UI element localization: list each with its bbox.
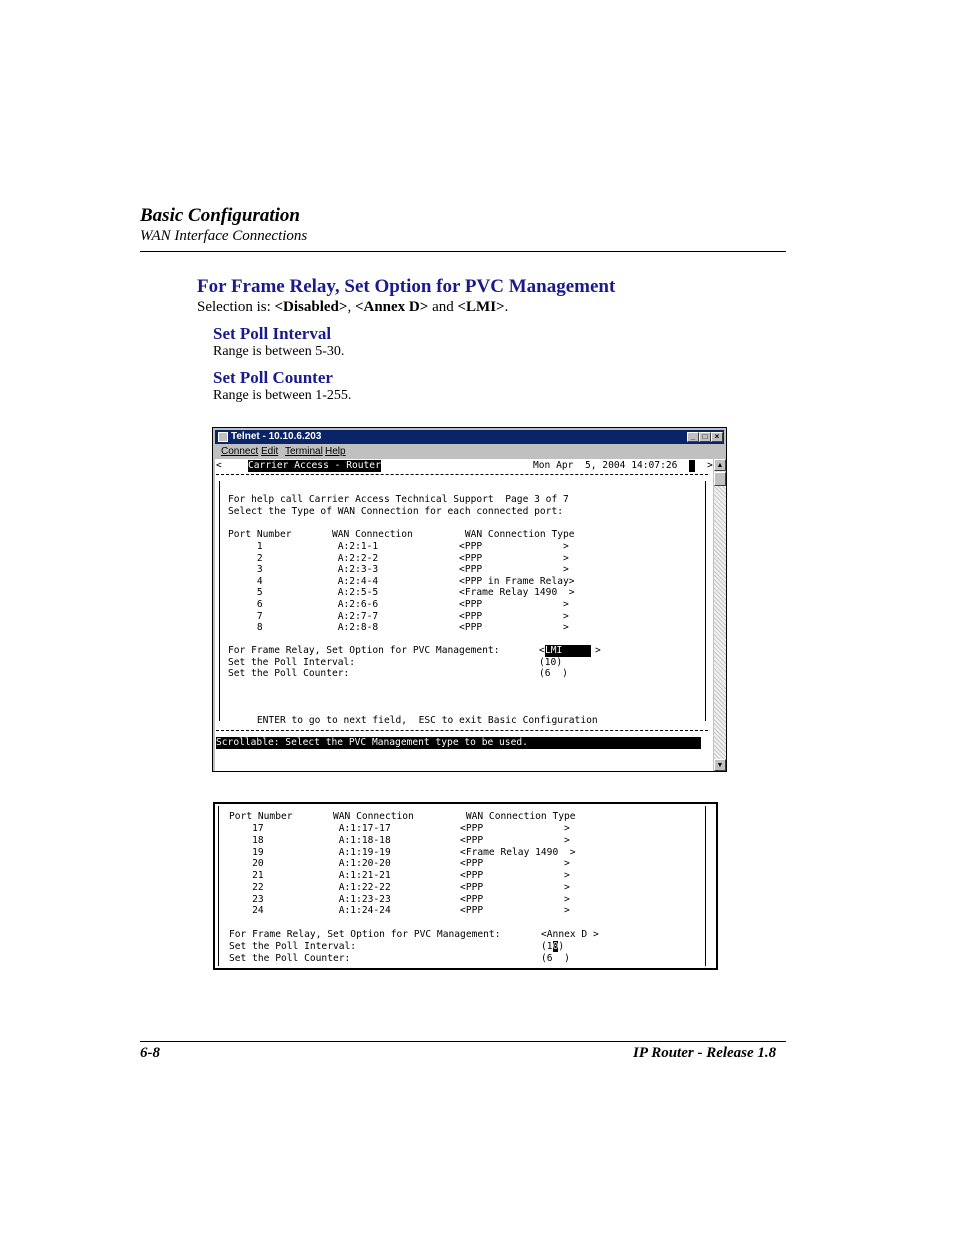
option-annex-d: <Annex D> [354,299,429,315]
poll-counter-range: Range is between 1-255. [213,388,352,403]
option-disabled: <Disabled> [274,299,348,315]
panel2-row: 17 A:1:17-17 <PPP > [229,823,570,834]
term-help-line: For help call Carrier Access Technical Support Page 3 of 7 [228,494,569,505]
header-rule [140,251,786,252]
running-header-title: Basic Configuration [140,205,300,226]
term-col-header: Port Number WAN Connection WAN Connection Type [228,529,575,540]
panel2-row: 20 A:1:20-20 <PPP > [229,858,570,869]
term-poll-interval-label: Set the Poll Interval: [228,657,356,668]
panel2-row: 19 A:1:19-19 <Frame Relay 1490 > [229,847,576,858]
term-row: 4 A:2:4-4 <PPP in Frame Relay> [228,576,575,587]
menu-edit[interactable]: Edit [261,446,279,457]
term-status-bar: Scrollable: Select the PVC Management type to be used. [216,737,701,749]
term-datetime: Mon Apr 5, 2004 14:07:26 [533,460,678,471]
panel2-col-header: Port Number WAN Connection WAN Connection Type [229,811,576,822]
running-header-subtitle: WAN Interface Connections [140,228,308,244]
telnet-menubar [215,445,724,458]
minimize-icon[interactable]: _ [687,432,699,442]
panel2-poll-counter-value[interactable]: (6 ) [541,953,570,964]
selection-sep2: and [428,299,458,315]
term-poll-counter-label: Set the Poll Counter: [228,668,350,679]
term-pvc-open: < [539,645,545,656]
panel2-row: 23 A:1:23-23 <PPP > [229,894,570,905]
document-title: IP Router - Release 1.8 [633,1045,777,1061]
telnet-app-icon [218,432,228,442]
scroll-down-icon[interactable]: ▼ [714,759,726,771]
term-top-left: < [216,460,222,471]
term-footer-hint: ENTER to go to next field, ESC to exit Basic Configuration [228,715,598,726]
panel2-row: 22 A:1:22-22 <PPP > [229,882,570,893]
term-poll-interval-value[interactable]: (10) [539,657,563,668]
term-row: 3 A:2:3-3 <PPP > [228,564,569,575]
close-icon[interactable]: × [711,432,723,442]
term-banner: Carrier Access - Router [248,460,381,471]
selection-end: . [504,299,509,315]
term-select-line: Select the Type of WAN Connection for each connected port: [228,506,564,517]
selection-prefix: Selection is: [197,299,275,315]
menu-help[interactable]: Help [325,446,346,457]
section-heading: For Frame Relay, Set Option for PVC Management [197,276,616,297]
text-cursor: 0 [552,941,559,952]
panel2-poll-interval-close: ) [558,941,565,952]
term-right-border [705,481,706,721]
page-number: 6-8 [140,1045,160,1061]
term-row: 7 A:2:7-7 <PPP > [228,611,569,622]
telnet-titlebar[interactable] [215,430,724,444]
selection-sep1: , [347,299,355,315]
poll-interval-heading: Set Poll Interval [213,324,332,343]
term-row: 5 A:2:5-5 <Frame Relay 1490 > [228,587,575,598]
scroll-up-icon[interactable]: ▲ [714,459,726,471]
menu-terminal[interactable]: Terminal [285,446,323,457]
poll-interval-range: Range is between 5-30. [213,344,345,359]
panel2-poll-counter-label: Set the Poll Counter: [229,953,351,964]
panel2-row: 21 A:1:21-21 <PPP > [229,870,570,881]
panel2-row: 18 A:1:18-18 <PPP > [229,835,570,846]
term-row: 8 A:2:8-8 <PPP > [228,622,569,633]
panel2-pvc-value[interactable]: <Annex D > [541,929,599,940]
telnet-title: Telnet - 10.10.6.203 [231,431,322,442]
term-row: 1 A:2:1-1 <PPP > [228,541,569,552]
panel2-poll-interval-label: Set the Poll Interval: [229,941,357,952]
panel2-row: 24 A:1:24-24 <PPP > [229,905,570,916]
scroll-thumb[interactable] [714,472,726,486]
panel2-left-border [218,806,219,966]
panel2-pvc-label: For Frame Relay, Set Option for PVC Management: [229,929,501,940]
selection-text [197,299,508,316]
term-bottom-separator [216,730,708,731]
term-row: 2 A:2:2-2 <PPP > [228,553,569,564]
terminal-screen[interactable] [215,459,713,771]
telnet-window [212,427,727,772]
term-pvc-value[interactable]: LMI [545,645,592,656]
footer-rule [140,1041,786,1042]
term-pvc-close: > [595,645,601,656]
panel2-poll-interval-value[interactable] [541,941,564,953]
terminal-panel-ports-17-24 [213,802,718,970]
poll-counter-heading: Set Poll Counter [213,368,333,387]
vertical-scrollbar[interactable] [714,459,726,771]
term-top-separator [216,474,708,475]
term-row: 6 A:2:6-6 <PPP > [228,599,569,610]
maximize-icon[interactable]: □ [699,432,711,442]
panel2-poll-interval-open: (1 [541,941,553,952]
term-poll-counter-value[interactable]: (6 ) [539,668,568,679]
panel2-right-border [705,806,706,966]
option-lmi: <LMI> [457,299,505,315]
menu-connect[interactable]: Connect [221,446,259,457]
term-top-right: > [707,460,713,471]
term-left-border [219,481,220,721]
term-pvc-label: For Frame Relay, Set Option for PVC Management: [228,645,500,656]
